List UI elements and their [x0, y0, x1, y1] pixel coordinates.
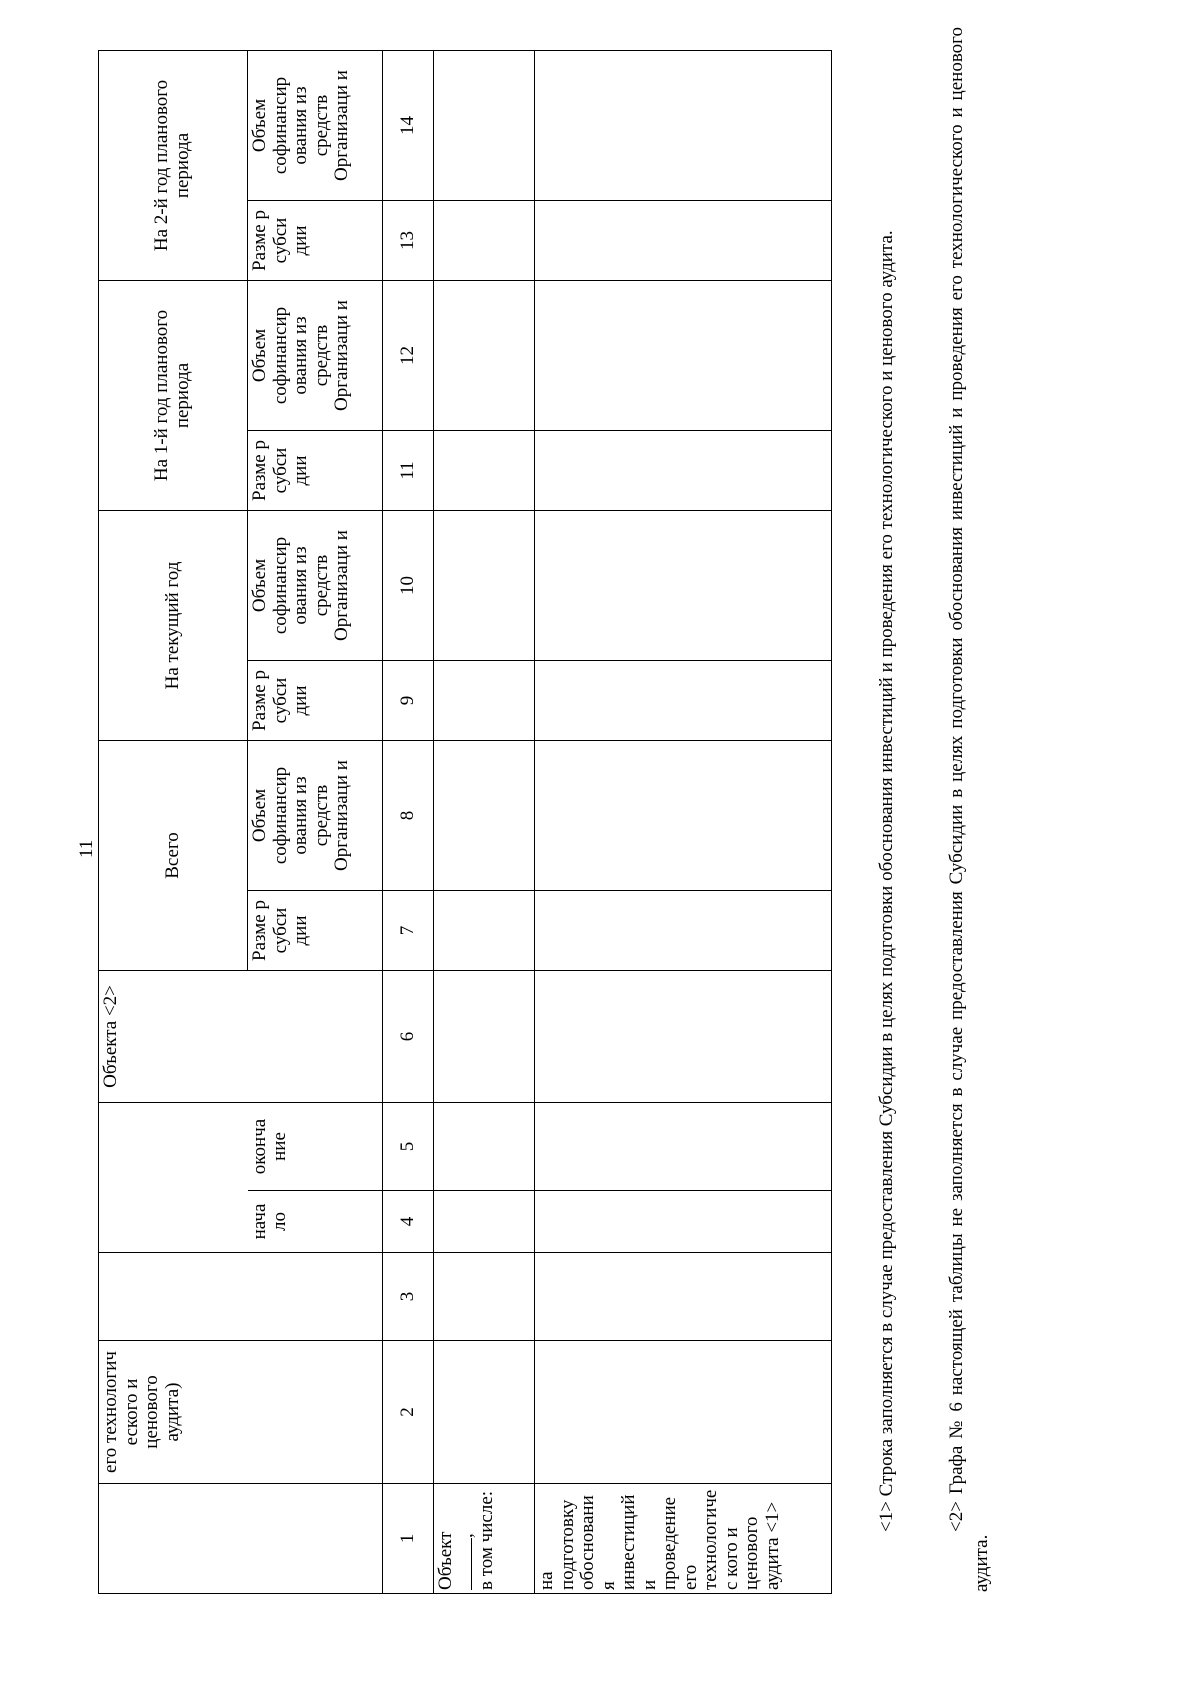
header-subsidy-plan2: Разме р субси дии — [248, 201, 383, 281]
table-cell — [535, 281, 832, 431]
table-cell — [535, 1191, 832, 1253]
column-number: 8 — [383, 741, 434, 891]
object-name-cell — [434, 1484, 535, 1594]
table-cell — [535, 431, 832, 511]
table-cell — [535, 741, 832, 891]
header-cell-1 — [99, 1484, 383, 1594]
header-cofinancing-total: Объем софинансир ования из средств Организаци и — [248, 741, 383, 891]
header-group-total: Всего — [99, 741, 248, 971]
table-cell — [434, 431, 535, 511]
table-cell — [535, 661, 832, 741]
column-number: 2 — [383, 1341, 434, 1484]
preparation-name-cell: на подготовку обоснования инвестиций и проведение его технологичес кого и ценового аудита <1> — [535, 1484, 832, 1594]
column-number: 6 — [383, 971, 434, 1103]
header-group-plan-year-1: На 1-й год планового периода — [99, 281, 248, 511]
column-number: 7 — [383, 891, 434, 971]
object-blank-line — [457, 1487, 478, 1590]
header-cell-3 — [99, 1253, 383, 1341]
blank-underline — [457, 1538, 472, 1590]
header-group-current-year: На текущий год — [99, 511, 248, 741]
header-cofinancing-plan1: Объем софинансир ования из средств Организаци и — [248, 281, 383, 431]
table-cell — [434, 1253, 535, 1341]
header-group-plan-year-2: На 2-й год планового периода — [99, 51, 248, 281]
table-cell — [535, 1253, 832, 1341]
column-number: 4 — [383, 1191, 434, 1253]
table-cell — [434, 741, 535, 891]
table-cell — [434, 891, 535, 971]
header-cell-5: оконча ние — [248, 1103, 383, 1191]
table-cell — [434, 511, 535, 661]
column-number: 3 — [383, 1253, 434, 1341]
table-cell — [535, 891, 832, 971]
table-row-object — [434, 51, 535, 1594]
column-number: 5 — [383, 1103, 434, 1191]
table-cell — [434, 661, 535, 741]
header-cell-6: Объекта <2> — [99, 971, 383, 1103]
column-numbers-row — [383, 51, 434, 1594]
table-cell — [535, 971, 832, 1103]
table-cell — [434, 1191, 535, 1253]
header-cell-2: его технологич еского и ценового аудита) — [99, 1341, 383, 1484]
header-subsidy-plan1: Разме р субси дии — [248, 431, 383, 511]
table-cell — [535, 51, 832, 201]
header-cofinancing-current: Объем софинансир ования из средств Организаци и — [248, 511, 383, 661]
column-number: 10 — [383, 511, 434, 661]
table-cell — [434, 971, 535, 1103]
table-cell — [535, 1103, 832, 1191]
header-subsidy-total: Разме р субси дии — [248, 891, 383, 971]
column-number: 13 — [383, 201, 434, 281]
object-including-label: в том числе: — [476, 1490, 498, 1590]
table-row-preparation — [535, 51, 832, 1594]
column-number: 14 — [383, 51, 434, 201]
table-cell — [535, 511, 832, 661]
column-number: 9 — [383, 661, 434, 741]
table-cell — [434, 51, 535, 201]
footnote-1: <1> Строка заполняется в случае предоставления Субсидии в целях подготовки обоснования инвестиций и проведения его технологического и ценового аудита. — [876, 230, 897, 1532]
column-number: 12 — [383, 281, 434, 431]
table-cell — [535, 1341, 832, 1484]
column-number: 11 — [383, 431, 434, 511]
object-comma: , — [455, 1533, 477, 1538]
header-cell-period — [99, 1103, 248, 1253]
table-cell — [434, 1341, 535, 1484]
header-cofinancing-plan2: Объем софинансир ования из средств Организаци и — [248, 51, 383, 201]
page-number: 11 — [76, 839, 97, 858]
table-cell — [434, 201, 535, 281]
table-cell — [434, 281, 535, 431]
header-cell-4: нача ло — [248, 1191, 383, 1253]
header-subsidy-current: Разме р субси дии — [248, 661, 383, 741]
object-label: Объект — [435, 1531, 456, 1590]
subsidy-table — [98, 50, 832, 1594]
footnote-2: <2> Графа № 6 настоящей таблицы не заполняется в случае предоставления Субсидии в целях подготовки обоснования инвестиций и проведения его технологического и ценового аудита. — [946, 27, 993, 1592]
column-number: 1 — [383, 1484, 434, 1594]
table-cell — [535, 201, 832, 281]
header-row-top — [99, 51, 248, 1594]
table-cell — [434, 1103, 535, 1191]
